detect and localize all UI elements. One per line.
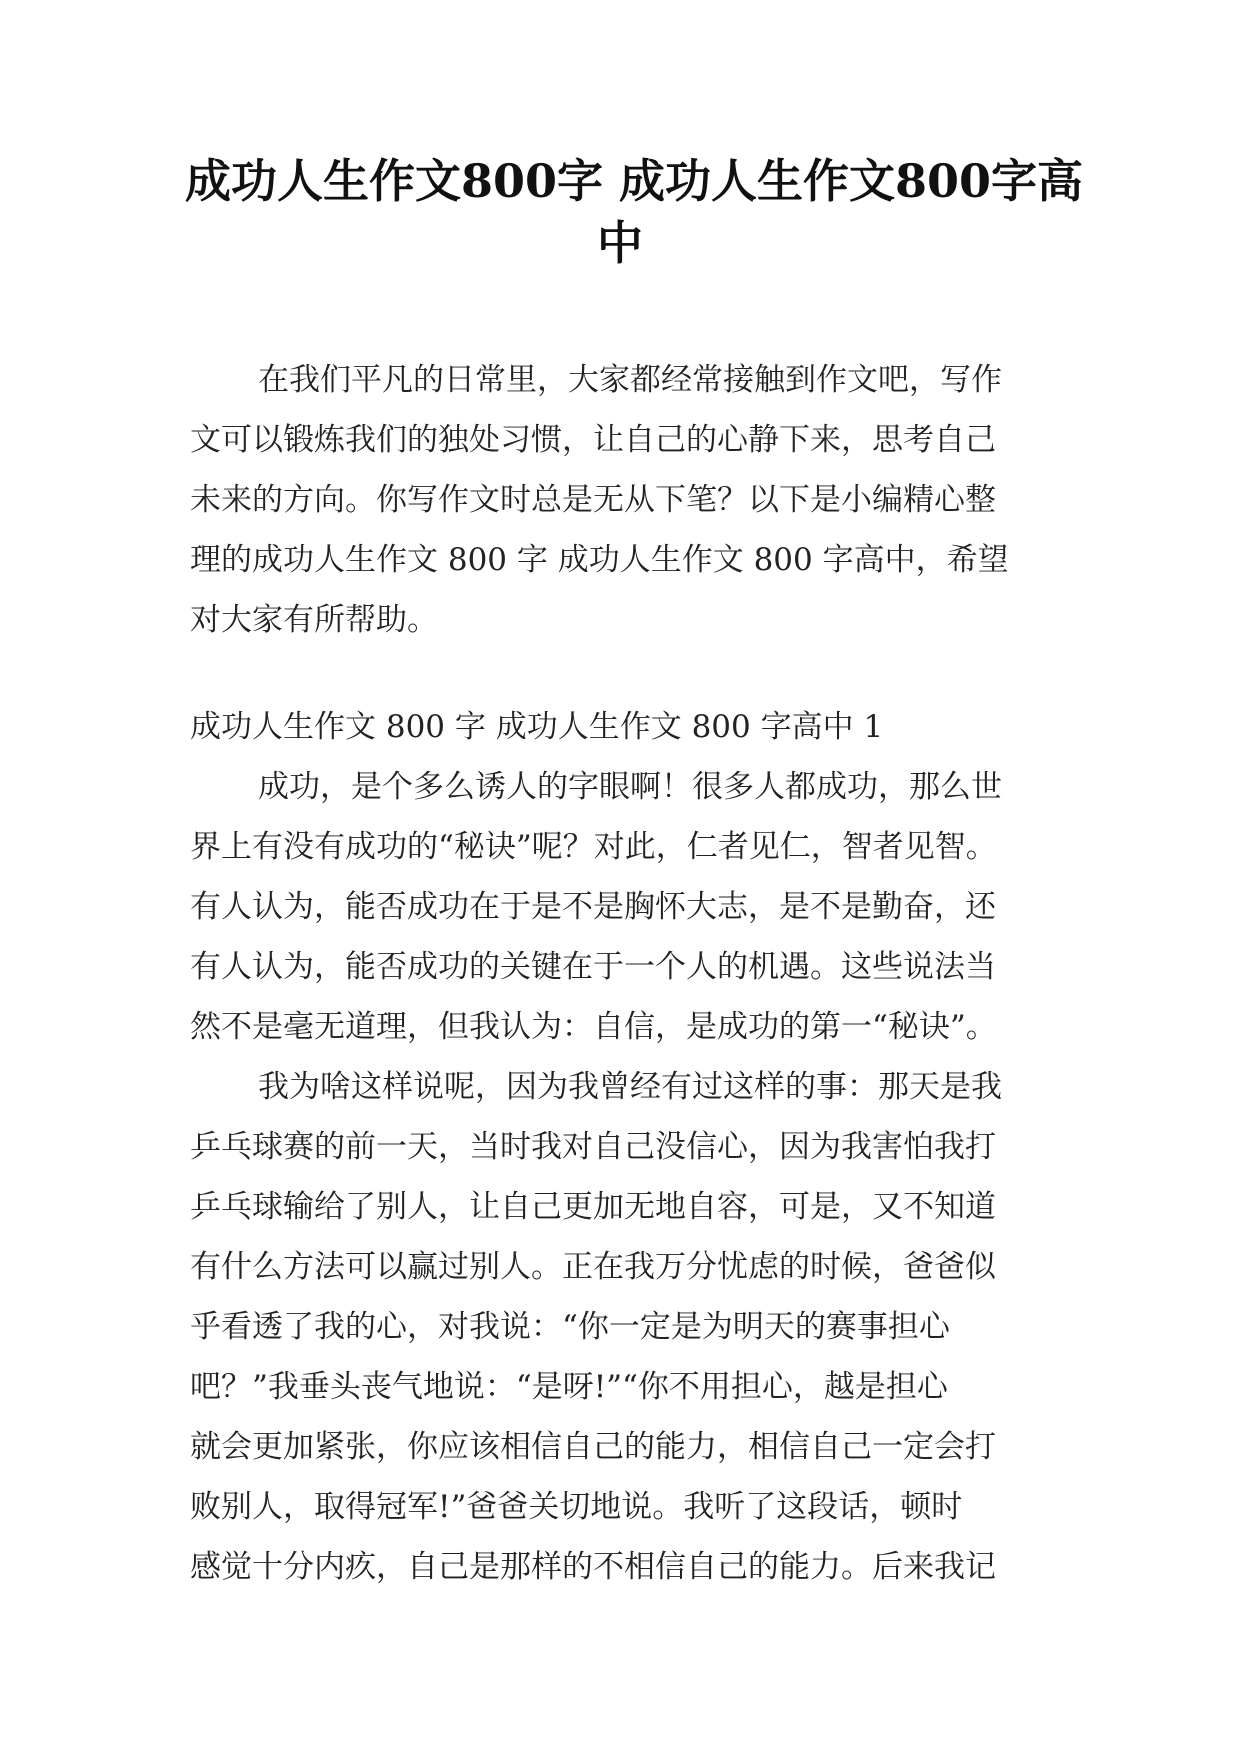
text-line: 就会更加紧张，你应该相信自己的能力，相信自己一定会打: [190, 1429, 996, 1465]
title-line: 中: [597, 216, 643, 270]
text-line: 然不是毫无道理，但我认为：自信，是成功的第一“秘诀”。: [190, 1009, 997, 1045]
text-line: 在我们平凡的日常里，大家都经常接触到作文吧，写作: [258, 362, 1002, 398]
text-line: 我为啥这样说呢，因为我曾经有过这样的事：那天是我: [258, 1069, 1002, 1105]
text-line: 对大家有所帮助。: [190, 602, 438, 638]
text-line: 乒乓球赛的前一天，当时我对自己没信心，因为我害怕我打: [190, 1129, 996, 1165]
text-line: 文可以锻炼我们的独处习惯，让自己的心静下来，思考自己: [190, 422, 996, 458]
text-line: 吧？”我垂头丧气地说：“是呀!”“你不用担心，越是担心: [190, 1369, 948, 1405]
text-line: 乎看透了我的心，对我说：“你一定是为明天的赛事担心: [190, 1309, 950, 1345]
text-line: 成功，是个多么诱人的字眼啊！很多人都成功，那么世: [258, 769, 1002, 805]
text-line: 理的成功人生作文 800 字 成功人生作文 800 字高中，希望: [190, 542, 1009, 578]
text-line: 败别人，取得冠军!”爸爸关切地说。我听了这段话，顿时: [190, 1489, 963, 1525]
text-line: 有什么方法可以赢过别人。正在我万分忧虑的时候，爸爸似: [190, 1249, 996, 1285]
essay-section: [190, 697, 1050, 1597]
intro-paragraph: [190, 350, 1050, 650]
text-line: 有人认为，能否成功的关键在于一个人的机遇。这些说法当: [190, 949, 996, 985]
text-line: 界上有没有成功的“秘诀”呢？对此，仁者见仁，智者见智。: [190, 829, 997, 865]
text-line: 感觉十分内疚，自己是那样的不相信自己的能力。后来我记: [190, 1549, 996, 1585]
document-title: [185, 150, 1084, 274]
essay-paragraph-1: [190, 757, 1050, 1057]
essay-paragraph-2: [190, 1057, 1050, 1597]
title-line: 成功人生作文800字 成功人生作文800字高: [185, 154, 1084, 208]
text-line: 未来的方向。你写作文时总是无从下笔？以下是小编精心整: [190, 482, 996, 518]
section-heading: 成功人生作文 800 字 成功人生作文 800 字高中 1: [190, 709, 884, 745]
text-line: 有人认为，能否成功在于是不是胸怀大志，是不是勤奋，还: [190, 889, 996, 925]
text-line: 乒乓球输给了别人，让自己更加无地自容，可是，又不知道: [190, 1189, 996, 1225]
